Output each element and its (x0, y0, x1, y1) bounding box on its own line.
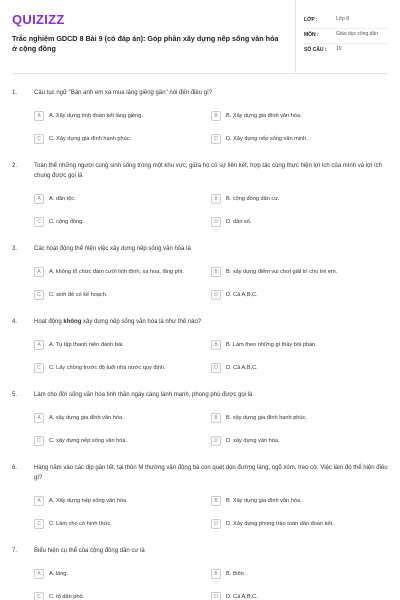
meta-value: Giáo dục công dân (336, 31, 378, 37)
question-list (12, 74, 388, 600)
option-letter-box[interactable]: A (34, 340, 44, 350)
header-left (12, 0, 296, 73)
option-text: C. sinh đẻ có kế hoạch. (49, 291, 108, 298)
option-letter-box[interactable]: A (34, 569, 44, 579)
option-letter-box[interactable]: C (34, 134, 44, 144)
option-letter-box[interactable]: C (34, 363, 44, 373)
option-text: A. Tụ tập thanh niên đánh bài. (49, 341, 124, 348)
question-item (12, 317, 388, 381)
answer-option[interactable] (211, 564, 388, 583)
option-letter-box[interactable]: C (34, 592, 44, 600)
answer-option[interactable] (34, 189, 211, 208)
answer-option[interactable] (211, 335, 388, 354)
question-item (12, 546, 388, 600)
option-letter-box[interactable]: B (211, 496, 221, 506)
answer-option[interactable] (211, 106, 388, 125)
answer-options (12, 262, 388, 308)
question-head (12, 244, 388, 254)
meta-value: 10 (336, 46, 342, 52)
answer-option[interactable] (211, 189, 388, 208)
meta-label: LỚP : (304, 17, 318, 23)
question-text: Các hoạt động thể hiện việc xây dựng nếp sống văn hóa là (34, 246, 191, 252)
answer-option[interactable] (34, 212, 211, 231)
question-head (12, 546, 388, 556)
answer-option[interactable] (34, 564, 211, 583)
option-text: B. xây dựng gia đình hạnh phúc. (226, 414, 307, 421)
worksheet-title: Trắc nghiệm GDCD 8 Bài 9 (có đáp án): Góp phần xây dựng nếp sống văn hóa ở cộng đồng (12, 34, 279, 53)
answer-option[interactable] (34, 335, 211, 354)
question-number: 7. (12, 548, 18, 554)
answer-options (12, 564, 388, 600)
question-text (34, 317, 388, 327)
option-text: A. không tổ chức đám cưới linh đình, xa hoa, lãng phí. (49, 268, 184, 275)
option-text: D. xây dựng văn hóa. (226, 437, 280, 444)
option-letter-box[interactable]: A (34, 111, 44, 121)
option-letter-box[interactable]: D (211, 290, 221, 300)
question-text-bold: không (63, 319, 82, 325)
question-head (12, 161, 388, 181)
option-text: B. thôn. (226, 570, 246, 577)
question-number: 2. (12, 163, 18, 169)
option-letter-box[interactable]: D (211, 134, 221, 144)
question-text-pre: Hoạt động (34, 319, 64, 325)
option-letter-box[interactable]: B (211, 413, 221, 423)
option-letter-box[interactable]: B (211, 569, 221, 579)
option-letter-box[interactable]: C (34, 290, 44, 300)
option-text: C. Xây dựng gia đình hạnh phúc. (49, 135, 132, 142)
option-text: C. xây dựng nếp sống văn hóa. (49, 437, 128, 444)
question-number: 6. (12, 465, 18, 471)
answer-option[interactable] (211, 514, 388, 533)
option-letter-box[interactable]: D (211, 592, 221, 600)
meta-row (304, 44, 388, 58)
worksheet-header (12, 0, 388, 74)
option-text: D. Cả A,B,C. (226, 364, 258, 371)
option-letter-box[interactable]: D (211, 436, 221, 446)
meta-label: MÔN : (304, 32, 319, 38)
option-text: A. Xây dựng tình đoàn kết láng giềng. (49, 112, 143, 119)
question-text: Câu tục ngữ "Bán anh em xa mua láng giềng gần" nói đến điều gì? (34, 90, 213, 96)
option-letter-box[interactable]: A (34, 413, 44, 423)
question-number: 5. (12, 392, 18, 398)
answer-option[interactable] (211, 129, 388, 148)
question-text: Toàn thể những người cùng sinh sống trong một khu vực, giữa họ có sự liên kết, hợp tác cùng thực hiện lợi ích của mình và lợi ích chung được gọi là (34, 163, 383, 179)
question-item (12, 463, 388, 537)
option-text: A. làng. (49, 570, 68, 577)
option-text: C. Làm cho có hình thức. (49, 520, 112, 527)
answer-option[interactable] (211, 358, 388, 377)
option-letter-box[interactable]: C (34, 217, 44, 227)
option-text: D. Xây dựng nếp sống văn minh. (226, 135, 308, 142)
option-text: D. dân số. (226, 218, 252, 225)
option-text: C. Lấy chồng trước độ tuổi nhà nước quy định. (49, 364, 166, 371)
question-text: Hàng năm vào các dịp gần tết, tại thôn M thường vận động bà con quét dọn đường làng, ngõ xóm, treo cờ. Việc làm đó thể hiện điều gì? (34, 465, 388, 481)
answer-option[interactable] (34, 408, 211, 427)
option-letter-box[interactable]: D (211, 217, 221, 227)
question-number: 1. (12, 90, 18, 96)
answer-options (12, 335, 388, 381)
question-item (12, 244, 388, 308)
question-item (12, 390, 388, 454)
option-text: B. Xây dựng gia đình văn hóa. (226, 112, 302, 119)
option-text: B. xây dựng điểm vui chơi giải trí cho trẻ em. (226, 268, 338, 275)
option-letter-box[interactable]: C (34, 436, 44, 446)
answer-option[interactable] (34, 514, 211, 533)
option-text: D. Cả A,B,C. (226, 291, 258, 298)
option-text: C. cộng đồng. (49, 218, 84, 225)
meta-row (304, 29, 388, 44)
meta-value: Lớp 8 (336, 16, 350, 22)
option-text: B. Làm theo những gì thầy bói phán. (226, 341, 317, 348)
option-letter-box[interactable]: D (211, 363, 221, 373)
option-text: A. xây dựng gia đình văn hóa. (49, 414, 124, 421)
answer-option[interactable] (211, 431, 388, 450)
option-text: D. Xây dựng phong trào toàn dân đoàn kết. (226, 520, 334, 527)
answer-options (12, 189, 388, 235)
answer-option[interactable] (34, 262, 211, 281)
question-head (12, 390, 388, 400)
option-letter-box[interactable]: A (34, 194, 44, 204)
question-head (12, 463, 388, 483)
question-number: 4. (12, 319, 18, 325)
option-letter-box[interactable]: C (34, 519, 44, 529)
worksheet-meta (296, 0, 388, 73)
answer-option[interactable] (34, 106, 211, 125)
answer-option[interactable] (34, 129, 211, 148)
answer-option[interactable] (34, 491, 211, 510)
meta-row (304, 14, 388, 29)
answer-option[interactable] (211, 212, 388, 231)
answer-options (12, 408, 388, 454)
option-text: A. dân tộc. (49, 195, 76, 202)
option-text: C. tổ dân phố. (49, 593, 85, 600)
option-letter-box[interactable]: B (211, 194, 221, 204)
question-head (12, 88, 388, 98)
answer-options (12, 491, 388, 537)
answer-option[interactable] (34, 587, 211, 600)
option-text: B. cộng đồng dân cư. (226, 195, 280, 202)
answer-option[interactable] (34, 358, 211, 377)
question-text-post: xây dựng nếp sống văn hóa là như thế nào? (81, 319, 202, 325)
option-letter-box[interactable]: D (211, 519, 221, 529)
answer-option[interactable] (211, 491, 388, 510)
option-text: D. Cả A,B,C. (226, 593, 258, 600)
option-letter-box[interactable]: B (211, 267, 221, 277)
answer-option[interactable] (34, 431, 211, 450)
option-letter-box[interactable]: A (34, 496, 44, 506)
answer-option[interactable] (211, 587, 388, 600)
option-letter-box[interactable]: A (34, 267, 44, 277)
question-text: Làm cho đời sống văn hóa tinh thần ngày càng lành mạnh, phong phú được gọi là (34, 392, 253, 398)
question-item (12, 88, 388, 152)
meta-label: SỐ CÂU : (304, 47, 327, 53)
answer-option[interactable] (211, 262, 388, 281)
option-text: B. Xây dựng gia đình văn hóa. (226, 497, 302, 504)
answer-options (12, 106, 388, 152)
answer-option[interactable] (211, 285, 388, 304)
option-letter-box[interactable]: B (211, 111, 221, 121)
question-text: Biểu hiện cụ thể của cộng đồng dân cư là (34, 548, 145, 554)
question-head (12, 317, 388, 327)
question-number: 3. (12, 246, 18, 252)
question-item (12, 161, 388, 235)
option-letter-box[interactable]: B (211, 340, 221, 350)
answer-option[interactable] (211, 408, 388, 427)
option-text: A. Xây dựng nếp sống văn hóa. (49, 497, 128, 504)
quizizz-logo: QUIZIZZ (12, 12, 65, 27)
answer-option[interactable] (34, 285, 211, 304)
